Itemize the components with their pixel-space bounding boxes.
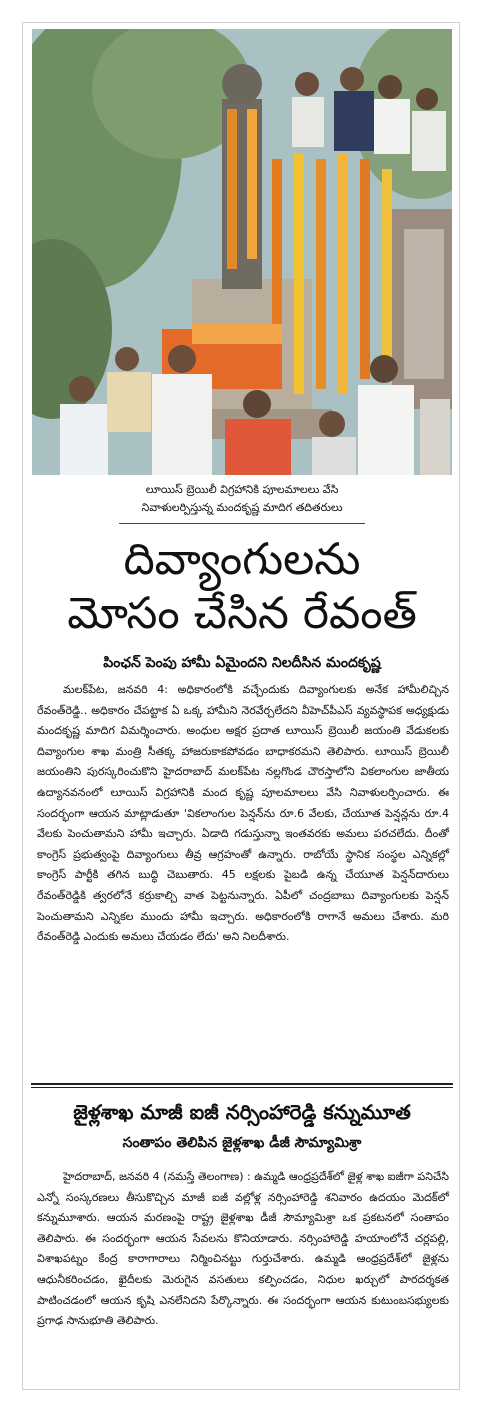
article1-body: మలక్‌పేట, జనవరి 4: అధికారంలోకి వచ్చేందుకు దివ్యాంగులకు అనేక హామీలిచ్చిన రేవంత్‌రెడ్డి.. అధికారం చేపట్టాక ఏ ఒక్క హామీని నెరవేర్చలేదని వీహెచ్‌పీఎస్ వ్యవస్థాపక అధ్యక్షుడు మందకృష్ణ మాదిగ విమర్శించారు. అంధుల అక్షర ప్రదాత లూయిస్ బ్రెయిలీ జయంతి వేడుకలకు దివ్యాంగుల శాఖ మంత్రి సీతక్క హాజరుకాకపోవడం బాధాకరమని తెలిపారు. లూయిస్ బ్రెయిలీ జయంతిని పురస్కరించుకొని హైదరాబాద్ మలక్‌పేట నల్లగొండ చౌరస్తాలోని వికలాంగుల జాతీయ ఉద్యానవనంలో లూయిస్ విగ్రహానికి మంద కృష్ణ పూలమాలలు వేసి నివాళులర్పించారు. ఈ సందర్భంగా ఆయన మాట్లాడుతూ 'వికలాంగుల పెన్షన్‌ను రూ.6 వేలకు, చేయూత పెన్షన్లను రూ.4 వేలకు పెంచుతామని హామీ ఇచ్చారు. ఏడాది గడుస్తున్నా ఇంతవరకు అమలు పరచలేదు. దీంతో కాంగ్రెస్ ప్రభుత్వంపై దివ్యాంగులు తీవ్ర ఆగ్రహంతో ఉన్నారు. రాబోయే స్థానిక సంస్థల ఎన్నికల్లో కాంగ్రెస్ పార్టీకి తగిన బుద్ధి చెబుతారు. 45 లక్షలకు పైబడి ఉన్న చేయూత పెన్షన్‌దారులు రేవంత్‌రెడ్డికి త్వరలోనే కర్రుకాల్చి వాత పెట్టనున్నారు. ఏపీలో చంద్రబాబు దివ్యాంగులకు పెన్షన్ పెంచుతామని ఎన్నికల ముందు హామీ ఇచ్చారు. అధికారంలోకి రాగానే అమలు చేశారు. మరి రేవంత్‌రెడ్డి ఎందుకు అమలు చేయడం లేదు' అని నిలదీశారు. (37, 683, 449, 944)
article2-headline: జైళ్లశాఖ మాజీ ఐజీ నర్సింహారెడ్డి కన్నుమూత (73, 1100, 411, 1124)
section-divider-thick (31, 1083, 453, 1085)
article2-subheadline: సంతాపం తెలిపిన జైళ్లశాఖ డీజీ సౌమ్యామిశ్రా (122, 1135, 362, 1151)
article2-body: హైదరాబాద్, జనవరి 4 (నమస్తే తెలంగాణ) : ఉమ్మడి ఆంధ్రప్రదేశ్‌లో జైళ్ల శాఖ ఐజీగా పనిచేసి ఎన్నో సంస్కరణలు తీసుకొచ్చిన మాజీ ఐజీ వల్లోళ్ల నర్సింహారెడ్డి శనివారం ఉదయం మెదక్‌లో కన్నుమూశారు. ఆయన మరణంపై రాష్ట్ర జైళ్లశాఖ డీజీ సౌమ్యామిశ్రా ఒక ప్రకటనలో సంతాపం తెలిపారు. ఈ సందర్భంగా ఆయన సేవలను కొనియాడారు. నర్సింహారెడ్డి హయాంలోనే చర్లపల్లి, విశాఖపట్నం కేంద్ర కారాగారాలు నిర్మించినట్టు గుర్తుచేశారు. ఉమ్మడి ఆంధ్రప్రదేశ్‌లో జైళ్లను ఆధునీకరించడం, ఖైదీలకు మెరుగైన వసతులు కల్పించడం, నిధుల ఖర్చులో పారదర్శకత పాటించడంలో ఆయన కృషి ఎనలేనిదని పేర్కొన్నారు. ఈ సందర్భంగా ఆయన కుటుంబసభ్యులకు ప్రగాఢ సానుభూతి తెలిపారు. (37, 1170, 449, 1328)
newspaper-clipping (22, 22, 460, 1390)
article1-headline-line-2: మోసం చేసిన రేవంత్ (67, 588, 417, 639)
photo-illustration (32, 29, 452, 475)
article1-headline (31, 533, 453, 641)
photo-caption-line-2: నివాళులర్పిస్తున్న మందకృష్ణ మాదిగ తదితరులు (141, 501, 343, 514)
caption-divider (119, 523, 365, 524)
article1-headline-line-1: దివ్యాంగులను (123, 534, 361, 585)
article1-subheadline: పింఛన్ పెంపు హామీ ఏమైందని నిలదీసిన మందకృష్ణ (103, 655, 381, 671)
news-photo (32, 29, 452, 475)
photo-caption-line-1: లూయిస్ బ్రెయిలీ విగ్రహానికి పూలమాలలు వేసి (145, 483, 339, 496)
photo-caption (33, 481, 451, 517)
section-divider-thin (31, 1087, 453, 1088)
